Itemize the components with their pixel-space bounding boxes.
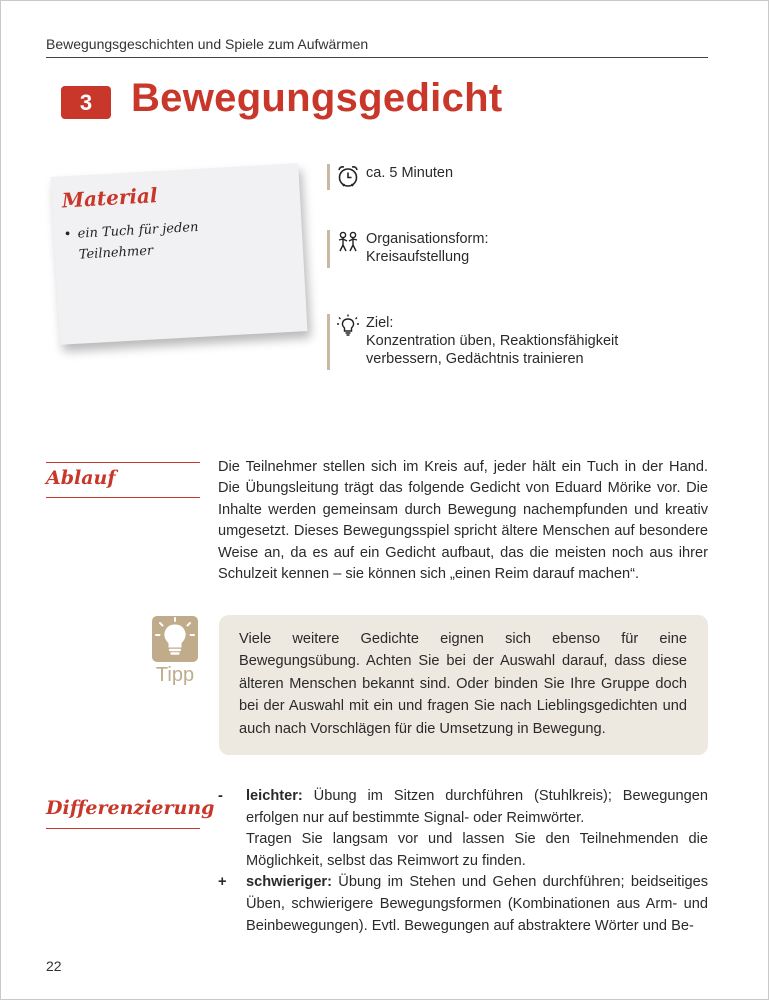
info-organisation-value: Kreisaufstellung — [366, 249, 470, 265]
info-bar — [327, 164, 330, 190]
people-icon — [336, 230, 360, 254]
page-title: Bewegungsgedicht — [131, 76, 503, 120]
bullet: • — [63, 226, 72, 243]
material-item-text: Teilnehmer — [78, 243, 154, 263]
bullet-spacer — [65, 259, 79, 260]
lightbulb-icon — [152, 616, 198, 662]
differenzierung-list — [218, 786, 708, 937]
running-header: Bewegungsgeschichten und Spiele zum Aufwärmen — [46, 36, 369, 52]
info-goal — [327, 314, 618, 370]
info-goal-line: verbessern, Gedächtnis trainieren — [366, 351, 584, 367]
list-item-label: schwieriger: — [246, 874, 332, 891]
list-item-label: leichter: — [246, 788, 303, 804]
info-organisation-text — [366, 230, 489, 268]
list-item — [218, 872, 708, 937]
info-organisation-label: Organisationsform: — [366, 231, 489, 247]
chapter-number-badge: 3 — [61, 86, 111, 119]
info-goal-text — [366, 314, 618, 370]
info-time — [327, 164, 453, 190]
material-card — [51, 163, 308, 345]
list-item-text: Übung im Sitzen durchführen (Stuhlkreis); Bewegungen erfolgen nur auf bestimmte Signal- oder Reimwörter. — [246, 788, 708, 826]
info-bar — [327, 230, 330, 268]
page-number: 22 — [46, 958, 62, 974]
material-item-text: ein Tuch für jeden — [77, 219, 199, 242]
material-title: Material — [61, 183, 159, 213]
list-item — [218, 786, 708, 872]
harder-sign: + — [218, 874, 227, 891]
tip-text: Viele weitere Gedichte eignen sich ebenso für eine Bewegungsübung. Achten Sie bei der Auswahl darauf, dass diese älteren Menschen bekannt sind. Oder binden Sie Ihre Gruppe doch bei der Auswahl mit ein und fragen Sie nach Lieblingsgedichten und auch nach Vorschlägen für die Umsetzung in Bewegung. — [239, 631, 687, 737]
material-list — [63, 217, 200, 266]
info-goal-label: Ziel: — [366, 315, 394, 331]
info-time-text: ca. 5 Minuten — [366, 165, 454, 181]
tip-box — [219, 615, 708, 755]
info-bar — [327, 314, 330, 370]
info-goal-line: Konzentration üben, Reaktionsfähigkeit — [366, 333, 619, 349]
alarm-clock-icon — [336, 164, 360, 188]
ablauf-paragraph: Die Teilnehmer stellen sich im Kreis auf, jeder hält ein Tuch in der Hand. Die Übungsleitung trägt das folgende Gedicht von Eduard Mörike vor. Die Inhalte werden gemeinsam durch Bewegung nachempfunden und kreativ umgesetzt. Dieses Bewegungsspiel spricht ältere Menschen auf besondere Weise an, da es auf ein Gedicht aufbaut, das die meisten noch aus ihrer Schulzeit kennen – sie können sich „einen Reim darauf machen“. — [218, 459, 708, 583]
list-item-text: Übung im Stehen und Gehen durchführen; beidseitiges Üben, schwierigere Bewegungsformen (Kombinationen aus Arm- und Beinbewegungen). Evtl. Bewegungen auf abstraktere Wörter und Be- — [246, 874, 708, 934]
header-rule — [46, 57, 708, 58]
list-item-extra: Tragen Sie langsam vor und lassen Sie den Teilnehmenden die Möglichkeit, selbst das Reimwort zu finden. — [246, 831, 708, 869]
easier-sign: - — [218, 788, 223, 804]
section-heading-differenzierung: Differenzierung — [46, 793, 200, 829]
section-heading-ablauf: Ablauf — [46, 462, 200, 498]
info-organisation — [327, 230, 489, 268]
tip-icon-box — [152, 616, 198, 662]
tip-label: Tipp — [155, 664, 195, 686]
lightbulb-icon — [336, 314, 360, 338]
